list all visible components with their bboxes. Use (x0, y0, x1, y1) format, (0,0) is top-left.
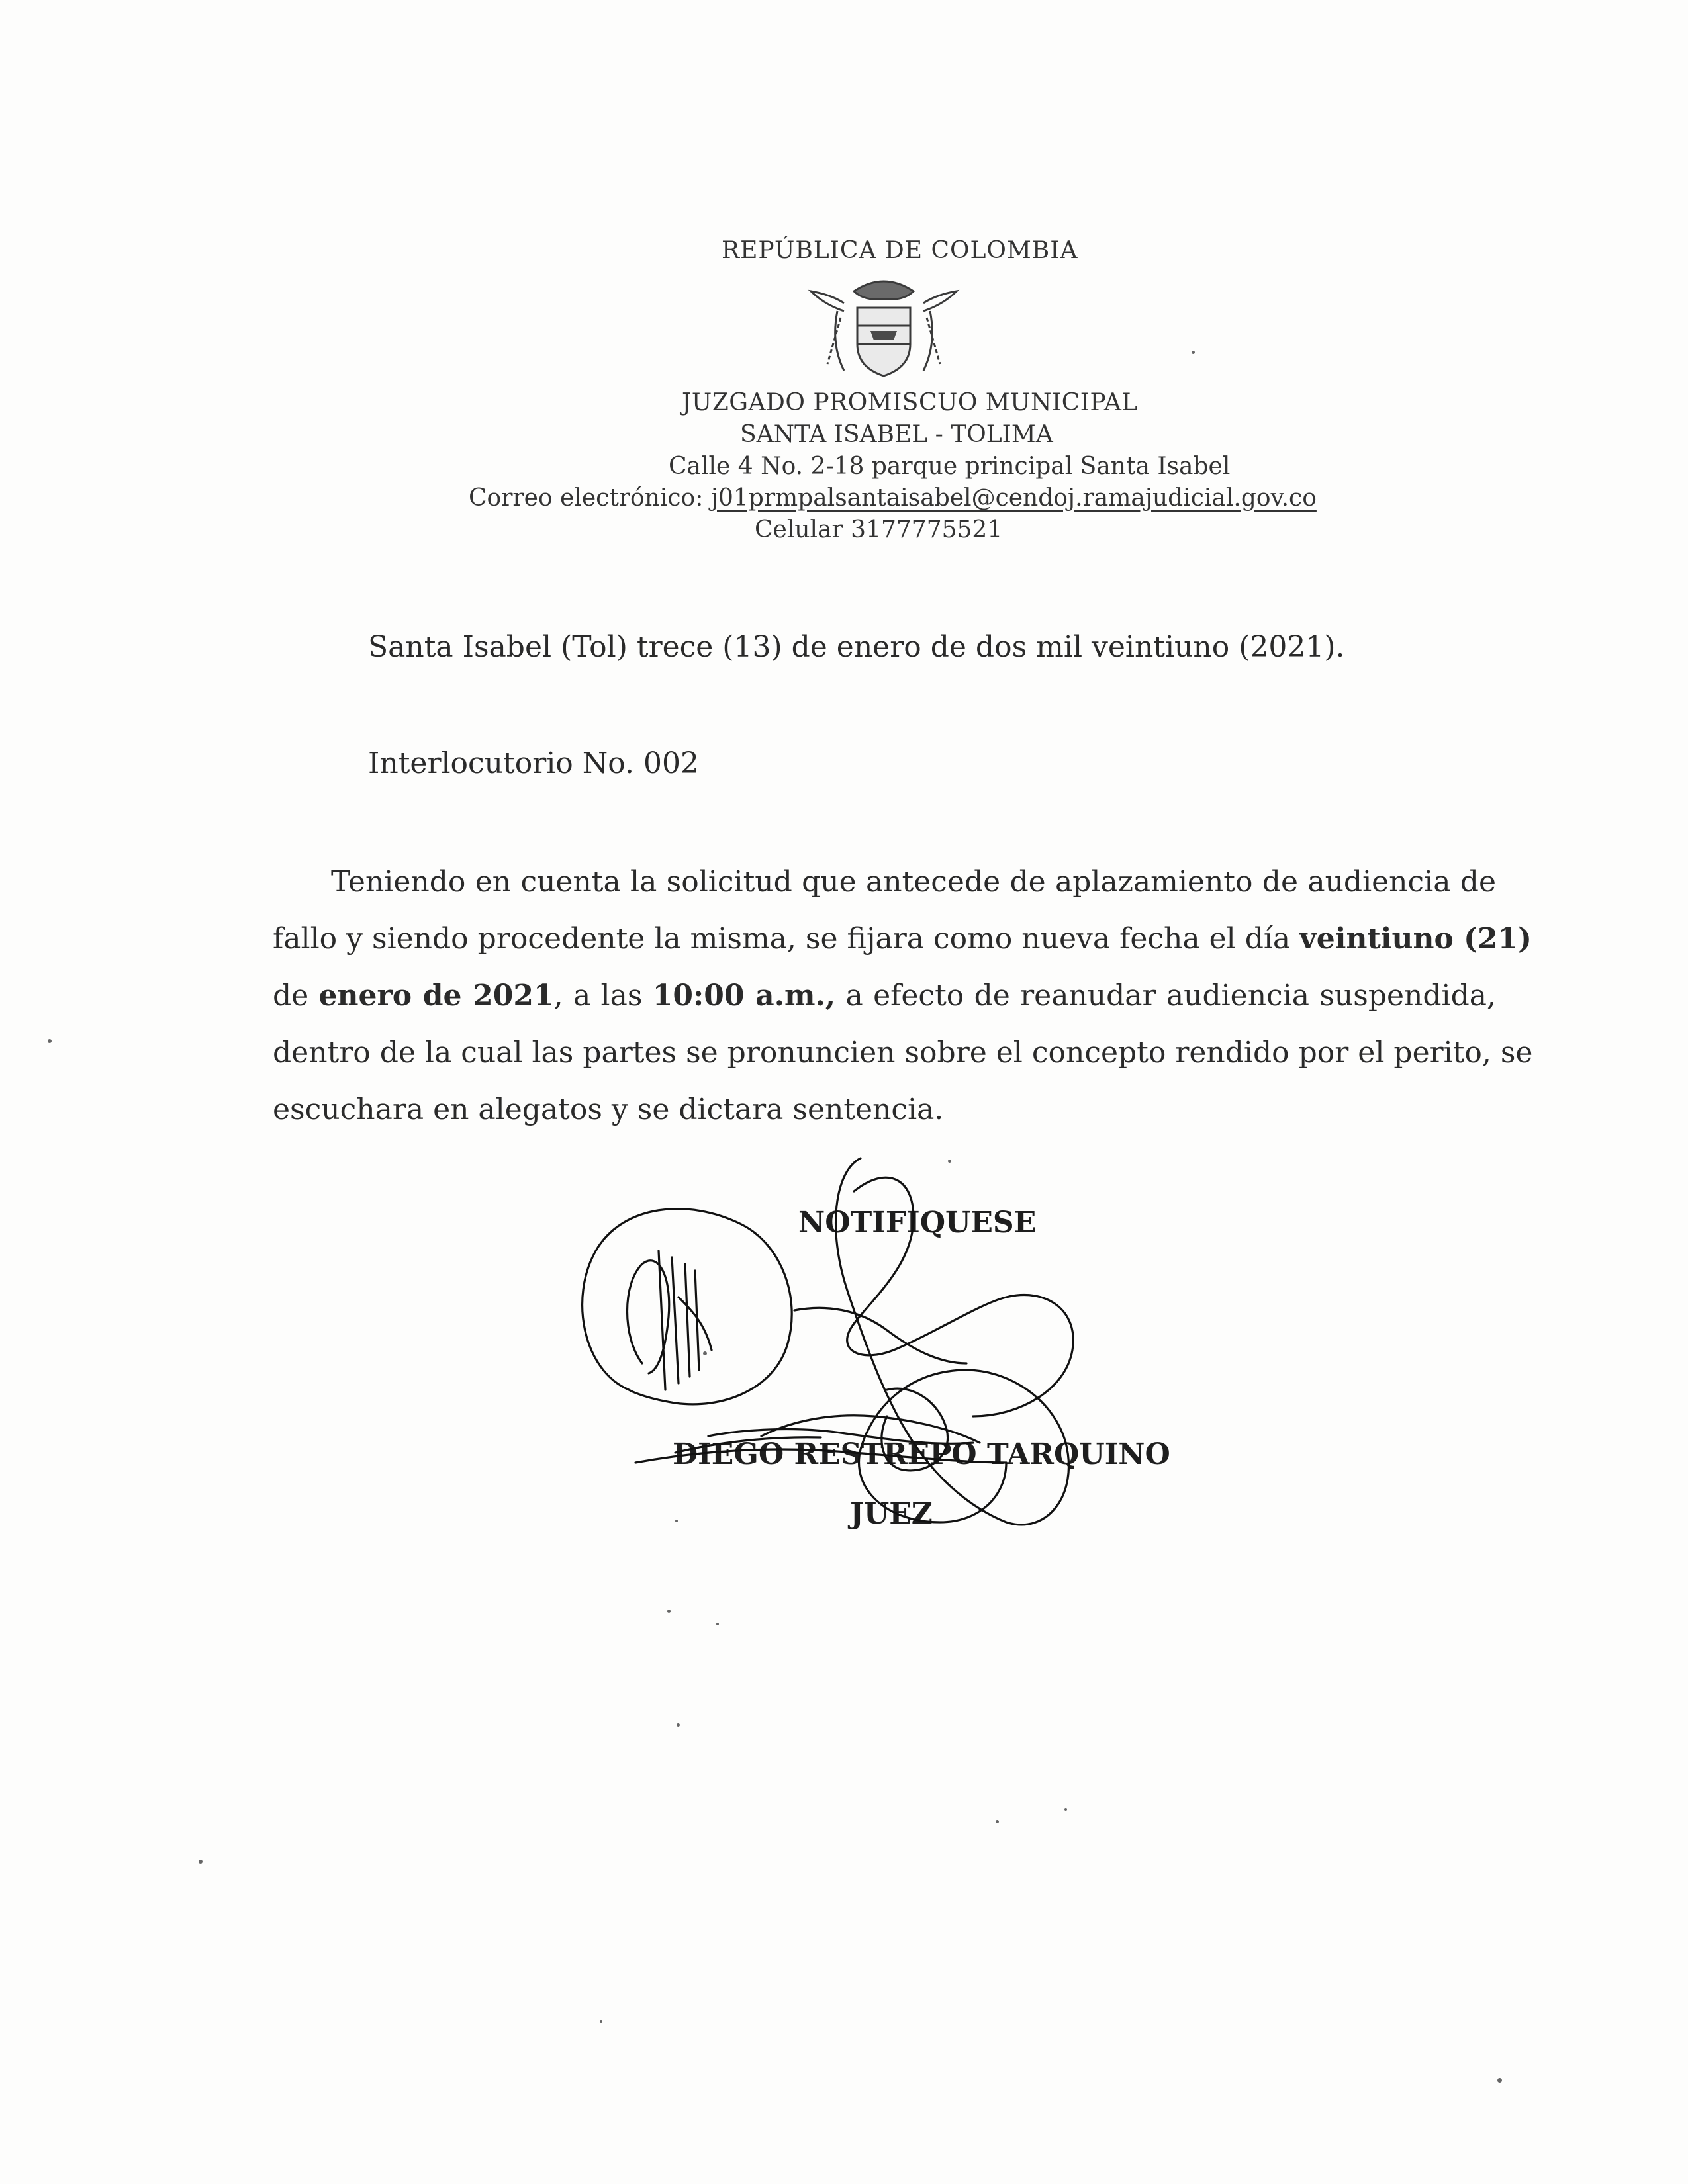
scan-speck (675, 1520, 678, 1522)
hearing-month: enero de 2021 (318, 979, 554, 1013)
email-line (469, 484, 1317, 512)
paragraph-text: a efecto de reanudar audiencia suspendida, (835, 979, 1497, 1013)
scan-speck (600, 2020, 602, 2023)
judge-title: JUEZ (850, 1497, 933, 1531)
court-city: SANTA ISABEL - TOLIMA (740, 421, 1053, 448)
coat-of-arms-seal (804, 265, 963, 384)
email-label: Correo electrónico: (469, 484, 704, 512)
scan-speck (199, 1860, 203, 1864)
paragraph-line: Teniendo en cuenta la solicitud que antecede de aplazamiento de audiencia de (331, 865, 1496, 899)
court-phone: Celular 3177775521 (755, 516, 1003, 543)
scan-speck (1497, 2078, 1502, 2083)
paragraph-text: , a las (553, 979, 653, 1013)
paragraph-text: fallo y siendo procedente la misma, se fijara como nueva fecha el día (273, 922, 1291, 956)
scan-speck (1064, 1808, 1067, 1811)
country-heading: REPÚBLICA DE COLOMBIA (722, 237, 1078, 264)
email-link[interactable]: j01prmpalsantaisabel@cendoj.ramajudicial.gov.co (710, 484, 1317, 512)
paragraph-line (273, 968, 1496, 1024)
interlocutory-number: Interlocutorio No. 002 (368, 747, 699, 780)
scan-speck (667, 1610, 671, 1613)
hearing-time: 10:00 a.m., (652, 979, 836, 1013)
judge-name: DIEGO RESTREPO TARQUINO (673, 1437, 1170, 1471)
scan-speck (703, 1351, 707, 1355)
paragraph-line: escuchara en alegatos y se dictara sentencia. (273, 1093, 944, 1126)
hearing-day: veintiuno (21) (1299, 922, 1532, 956)
scan-speck (948, 1160, 951, 1163)
notify-heading: NOTIFIQUESE (798, 1206, 1037, 1240)
handwritten-signature (543, 1152, 1152, 1549)
scan-speck (48, 1039, 52, 1043)
scan-speck (677, 1723, 680, 1727)
paragraph-text: de (273, 979, 319, 1013)
scan-speck (996, 1820, 999, 1823)
resolution-paragraph (273, 854, 1533, 1138)
paragraph-line: dentro de la cual las partes se pronuncien sobre el concepto rendido por el perito, se (273, 1036, 1533, 1069)
court-address: Calle 4 No. 2-18 parque principal Santa Isabel (669, 453, 1231, 480)
scan-speck (1192, 351, 1195, 354)
court-name: JUZGADO PROMISCUO MUNICIPAL (682, 389, 1138, 416)
scan-speck (716, 1623, 719, 1625)
paragraph-line (273, 911, 1532, 968)
document-date: Santa Isabel (Tol) trece (13) de enero de dos mil veintiuno (2021). (368, 630, 1345, 664)
